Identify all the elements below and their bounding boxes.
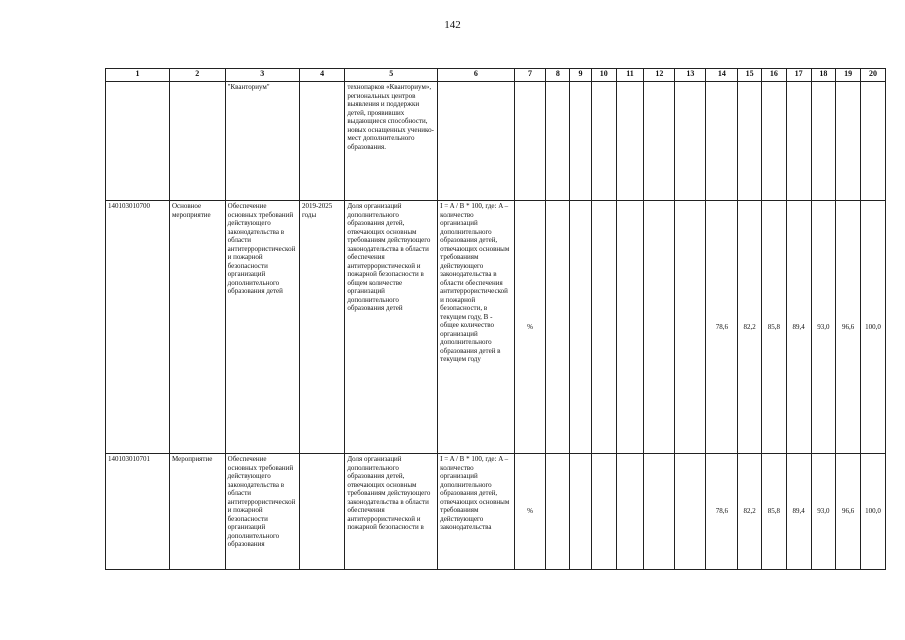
value-cell: 93,0 (811, 201, 836, 454)
column-header: 5 (345, 69, 438, 82)
empty-cell (644, 454, 675, 570)
value-cell: 85,8 (762, 201, 787, 454)
value-cell: 89,4 (786, 201, 811, 454)
value-cell (861, 82, 886, 201)
value-cell (836, 82, 861, 201)
indicator-cell: технопарков «Кванториум», региональных центров выявления и поддержки детей, проявивших выдающиеся способности, новых оснащенных ученико-мест дополнительного образования. (345, 82, 438, 201)
unit-cell: % (514, 201, 546, 454)
header-row (106, 69, 886, 82)
column-header: 18 (811, 69, 836, 82)
empty-cell (546, 201, 570, 454)
empty-cell (591, 454, 616, 570)
column-header: 20 (861, 69, 886, 82)
value-cell: 100,0 (861, 454, 886, 570)
table-row (106, 82, 886, 201)
value-cell: 93,0 (811, 454, 836, 570)
empty-cell (675, 454, 706, 570)
indicator-cell: Доля организаций дополнительного образования детей, отвечающих основным требованиям действующего законодательства в области обеспечения антитеррористической и пожарной безопасности в общем количестве организаций дополнительного образования детей (345, 201, 438, 454)
column-header: 11 (616, 69, 644, 82)
value-cell (786, 82, 811, 201)
table-row (106, 201, 886, 454)
code-cell: 140103010700 (106, 201, 170, 454)
data-table (105, 68, 886, 570)
table-row (106, 454, 886, 570)
empty-cell (570, 201, 592, 454)
type-cell: Основное мероприятие (169, 201, 225, 454)
empty-cell (546, 454, 570, 570)
column-header: 9 (570, 69, 592, 82)
period-cell: 2019-2025 годы (299, 201, 344, 454)
empty-cell (546, 82, 570, 201)
column-header: 10 (591, 69, 616, 82)
value-cell: 78,6 (706, 454, 738, 570)
column-header: 1 (106, 69, 170, 82)
value-cell: 96,6 (836, 201, 861, 454)
unit-cell: % (514, 454, 546, 570)
formula-cell: I = A / B * 100, где: A – количество организаций дополнительного образования детей, отвечающих основным требованиям действующего законодательства в области обеспечения антитеррористической и пожарной безопасности, в текущем году, B - общее количество организаций дополнительного образования детей в текущем году (438, 201, 514, 454)
column-header: 15 (738, 69, 762, 82)
column-header: 4 (299, 69, 344, 82)
empty-cell (570, 454, 592, 570)
empty-cell (591, 201, 616, 454)
period-cell (299, 454, 344, 570)
column-header: 16 (762, 69, 787, 82)
unit-cell (514, 82, 546, 201)
name-cell: "Кванториум" (225, 82, 299, 201)
type-cell (169, 82, 225, 201)
column-header: 3 (225, 69, 299, 82)
value-cell: 85,8 (762, 454, 787, 570)
column-header: 2 (169, 69, 225, 82)
column-header: 14 (706, 69, 738, 82)
column-header: 8 (546, 69, 570, 82)
value-cell: 78,6 (706, 201, 738, 454)
value-cell (738, 82, 762, 201)
empty-cell (644, 82, 675, 201)
value-cell (762, 82, 787, 201)
empty-cell (644, 201, 675, 454)
empty-cell (675, 201, 706, 454)
column-header: 17 (786, 69, 811, 82)
column-header: 6 (438, 69, 514, 82)
indicator-cell: Доля организаций дополнительного образования детей, отвечающих основным требованиям действующего законодательства в области обеспечения антитеррористической и пожарной безопасности в (345, 454, 438, 570)
value-cell: 96,6 (836, 454, 861, 570)
column-header: 7 (514, 69, 546, 82)
page-number: 142 (444, 19, 461, 31)
empty-cell (616, 82, 644, 201)
empty-cell (591, 82, 616, 201)
empty-cell (570, 82, 592, 201)
empty-cell (616, 201, 644, 454)
empty-cell (675, 82, 706, 201)
column-header: 13 (675, 69, 706, 82)
empty-cell (616, 454, 644, 570)
value-cell (706, 82, 738, 201)
code-cell: 140103010701 (106, 454, 170, 570)
type-cell: Мероприятие (169, 454, 225, 570)
period-cell (299, 82, 344, 201)
value-cell (811, 82, 836, 201)
column-header: 12 (644, 69, 675, 82)
formula-cell (438, 82, 514, 201)
formula-cell: I = A / B * 100, где: A – количество организаций дополнительного образования детей, отвечающих основным требованиям действующего законодательства (438, 454, 514, 570)
value-cell: 82,2 (738, 201, 762, 454)
value-cell: 89,4 (786, 454, 811, 570)
value-cell: 100,0 (861, 201, 886, 454)
column-header: 19 (836, 69, 861, 82)
name-cell: Обеспечение основных требований действующего законодательства в области антитеррористической и пожарной безопасности организаций дополнительного образования (225, 454, 299, 570)
value-cell: 82,2 (738, 454, 762, 570)
name-cell: Обеспечение основных требований действующего законодательства в области антитеррористической и пожарной безопасности организаций дополнительного образования детей (225, 201, 299, 454)
code-cell (106, 82, 170, 201)
